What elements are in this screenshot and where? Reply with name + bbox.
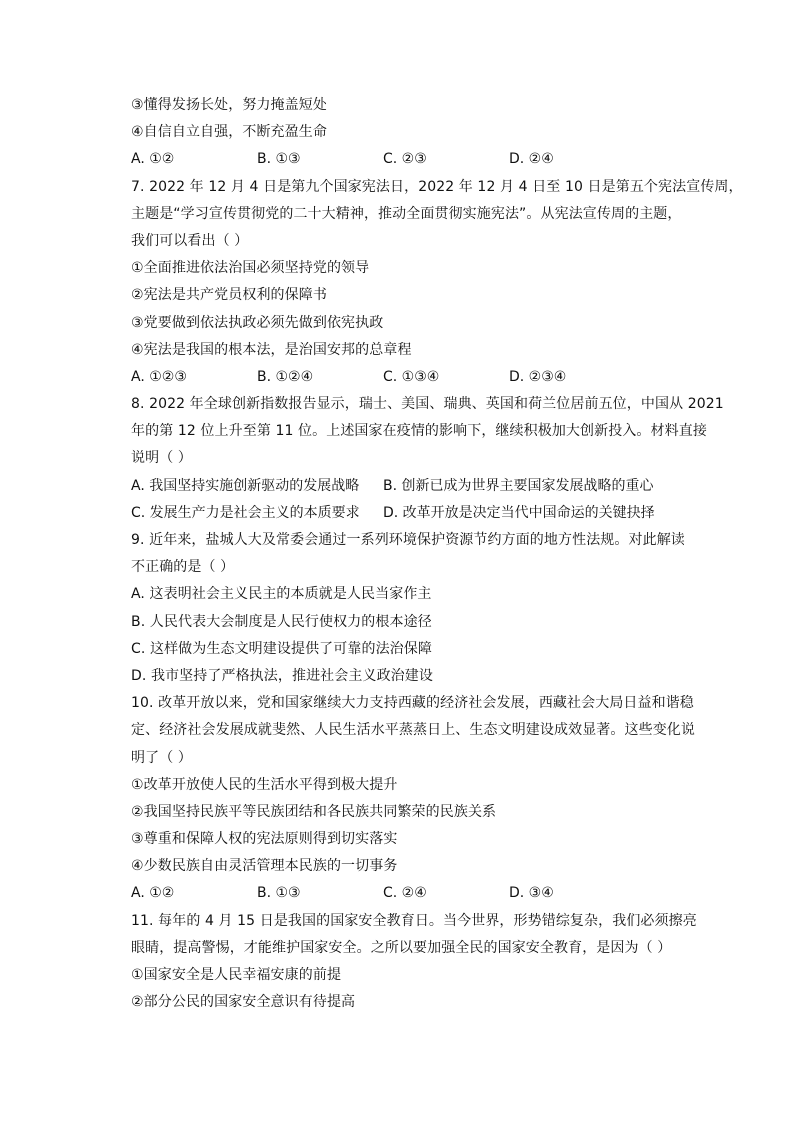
question-stem-line: 定、经济社会发展成就斐然、人民生活水平蒸蒸日上、生态文明建设成效显著。这些变化说 [131,722,695,739]
question-8 [131,391,724,527]
statement-4: ④少数民族自由灵活管理本民族的一切事务 [131,858,398,875]
question-stem-line: 明了（ ） [131,749,192,766]
option-a[interactable]: A. ①② [131,151,175,168]
question-10 [131,690,695,908]
question-11 [131,908,697,1017]
option-a[interactable]: A. ①② [131,885,175,902]
option-b[interactable]: B. ①③ [257,151,301,168]
question-stem-line: 眼睛，提高警惕，才能维护国家安全。之所以要加强全民的国家安全教育，是因为（ ） [131,939,672,956]
statement-2: ②我国坚持民族平等民族团结和各民族共同繁荣的民族关系 [131,803,497,820]
question-stem-line: 主题是“学习宣传贯彻党的二十大精神，推动全面贯彻实施宪法”。从宪法宣传周的主题， [131,205,682,222]
page-content [131,92,743,1016]
statement-4: ④宪法是我国的根本法，是治国安邦的总章程 [131,341,412,358]
statement-1: ①全面推进依法治国必须坚持党的领导 [131,260,370,277]
question-stem-line: 不正确的是（ ） [131,559,235,576]
option-d[interactable]: D. ②④ [509,151,554,168]
question-stem-line: 7. 2022 年 12 月 4 日是第九个国家宪法日，2022 年 12 月 4 日至 10 日是第五个宪法宣传周， [131,178,743,195]
answer-options [131,880,671,907]
option-b[interactable]: B. 人民代表大会制度是人民行使权力的根本途径 [131,613,432,630]
answer-options [131,364,671,391]
question-stem-line: 8. 2022 年全球创新指数报告显示，瑞士、美国、瑞典、英国和荷兰位居前五位，中国从 2021 [131,396,724,413]
option-c[interactable]: C. ①③④ [383,368,440,385]
option-a[interactable]: A. ①②③ [131,368,187,385]
option-c[interactable]: C. 这样做为生态文明建设提供了可靠的法治保障 [131,640,432,657]
option-b[interactable]: B. ①②④ [257,368,314,385]
statement-1: ①国家安全是人民幸福安康的前提 [131,967,342,983]
option-b[interactable]: B. ①③ [257,885,301,902]
option-a[interactable]: A. 我国坚持实施创新驱动的发展战略 [131,477,360,494]
option-d[interactable]: D. ②③④ [509,368,567,385]
option-a[interactable]: A. 这表明社会主义民主的本质就是人民当家作主 [131,586,432,603]
statement-4: ④自信自立自强，不断充盈生命 [131,124,327,141]
answer-options [131,146,671,173]
option-d[interactable]: D. 我市坚持了严格执法，推进社会主义政治建设 [131,667,433,684]
question-stem-line: 年的第 12 位上升至第 11 位。上述国家在疫情的影响下，继续积极加大创新投入。材料直接 [131,423,707,440]
question-stem-line: 说明（ ） [131,450,192,467]
option-d[interactable]: D. ③④ [509,885,554,902]
statement-3: ③懂得发扬长处，努力掩盖短处 [131,97,327,113]
option-c[interactable]: C. ②④ [383,885,427,902]
option-d[interactable]: D. 改革开放是决定当代中国命运的关键抉择 [383,504,655,521]
statement-3: ③尊重和保障人权的宪法原则得到切实落实 [131,831,398,848]
question-7 [131,174,743,392]
statement-2: ②宪法是共产党员权利的保障书 [131,287,327,304]
question-stem-line: 11. 每年的 4 月 15 日是我国的国家安全教育日。当今世界，形势错综复杂，我们必须擦亮 [131,912,697,929]
question-stem-line: 9. 近年来，盐城人大及常委会通过一系列环境保护资源节约方面的地方性法规。对此解读 [131,532,685,548]
question-9 [131,527,685,690]
answer-options [131,500,671,527]
option-c[interactable]: C. 发展生产力是社会主义的本质要求 [131,504,360,521]
statement-2: ②部分公民的国家安全意识有待提高 [131,994,356,1011]
statement-1: ①改革开放使人民的生活水平得到极大提升 [131,776,398,793]
question-stem-line: 我们可以看出（ ） [131,232,249,249]
option-c[interactable]: C. ②③ [383,151,427,168]
option-b[interactable]: B. 创新已成为世界主要国家发展战略的重心 [383,477,654,494]
statement-3: ③党要做到依法执政必须先做到依宪执政 [131,314,384,331]
answer-options [131,473,671,500]
question-stem-line: 10. 改革开放以来，党和国家继续大力支持西藏的经济社会发展，西藏社会大局日益和谐稳 [131,695,694,712]
